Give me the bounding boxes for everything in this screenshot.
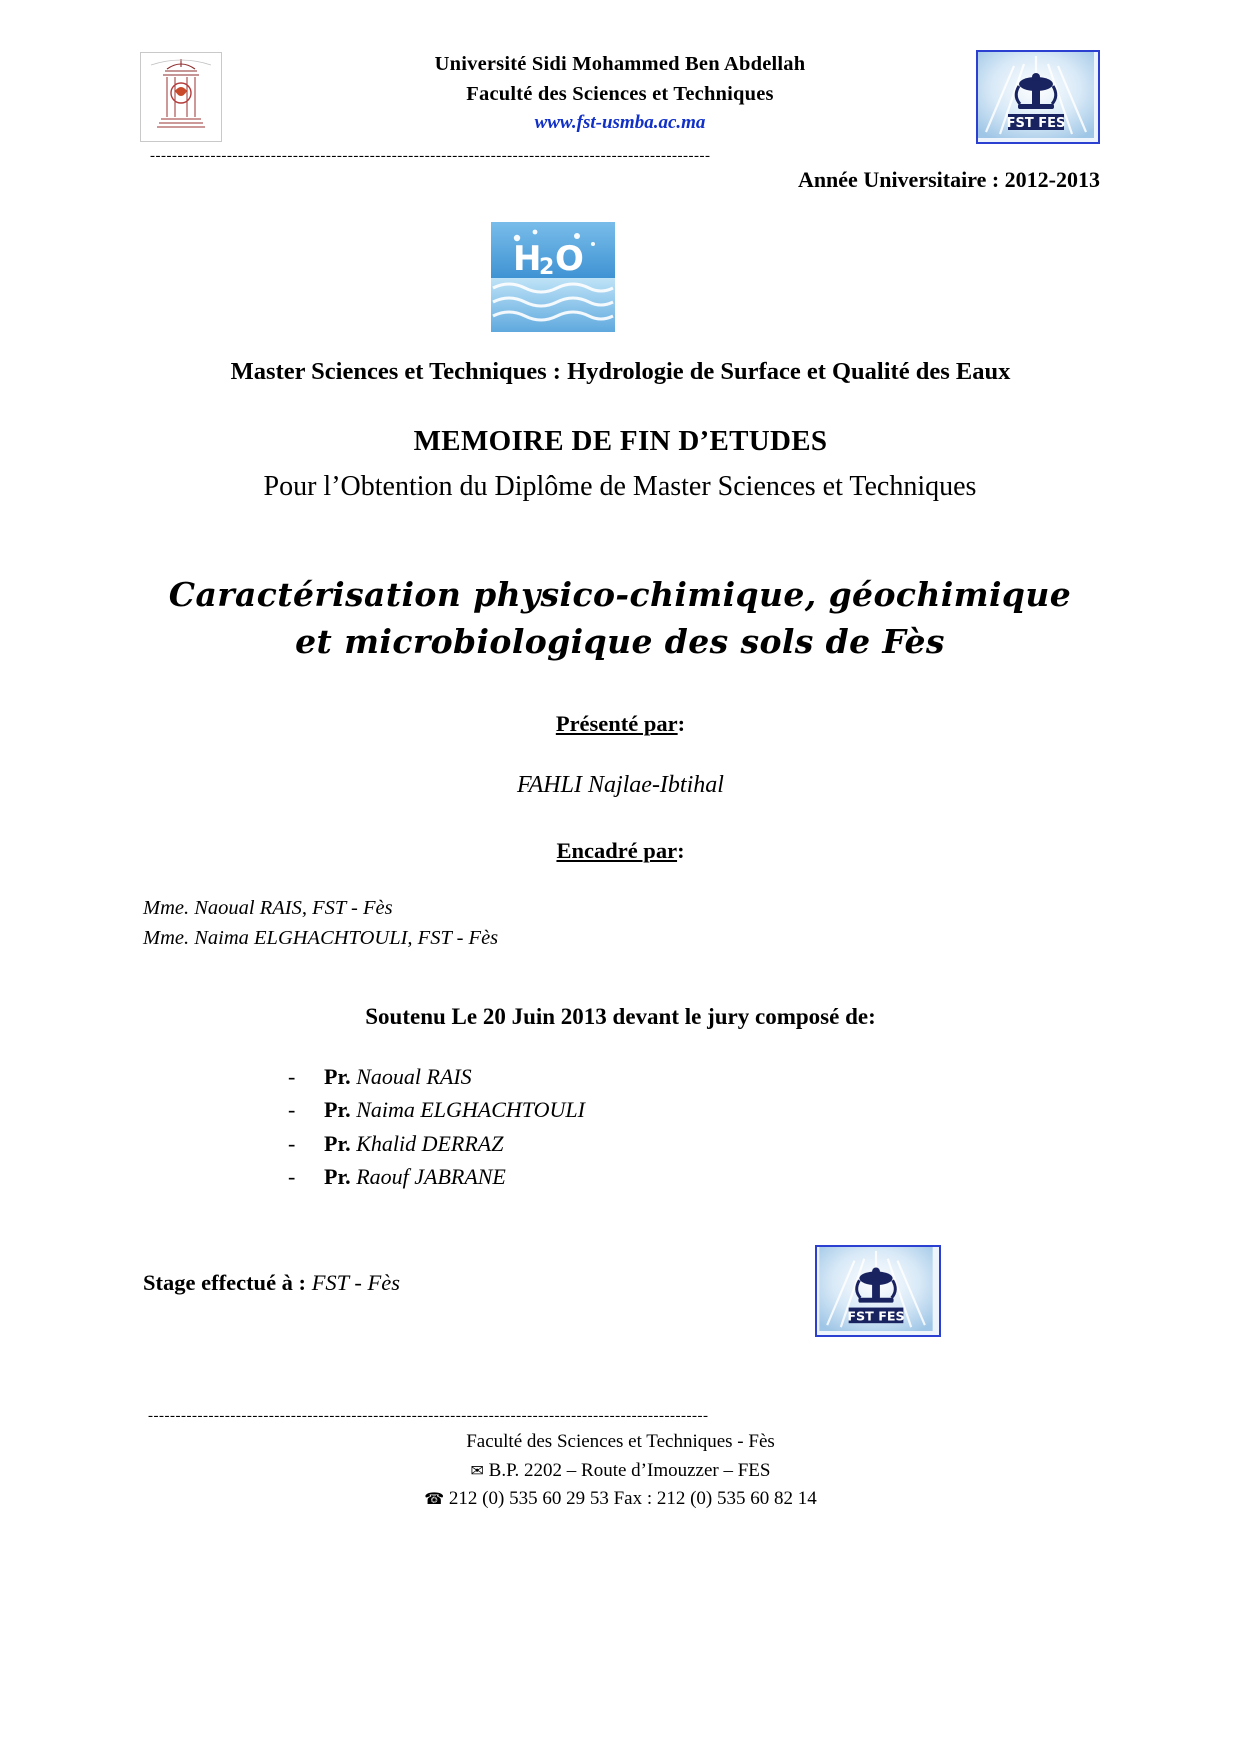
university-name: Université Sidi Mohammed Ben Abdellah (434, 53, 806, 75)
jury-list (288, 1060, 585, 1194)
list-item: Mme. Naoual RAIS, FST - Fès (143, 897, 393, 919)
internship-value: FST - Fès (311, 1270, 401, 1295)
svg-text:FST FES: FST FES (847, 1308, 905, 1324)
jury-dash: - (288, 1164, 296, 1190)
supervised-by-colon: : (677, 838, 685, 863)
list-item (288, 1127, 585, 1160)
svg-text:FST FES: FST FES (1006, 116, 1066, 131)
website-link[interactable]: www.fst-usmba.ac.ma (534, 112, 706, 134)
footer-phone-text: 212 (0) 535 60 29 53 Fax : 212 (0) 535 60 82 14 (448, 1488, 817, 1509)
header-divider: ------------------------------------------------------------------------------------------------------ (150, 148, 711, 164)
supervisors-list (143, 894, 498, 953)
jury-name: Khalid DERRAZ (356, 1130, 504, 1156)
svg-text:O: O (555, 239, 584, 279)
list-item: Mme. Naima ELGHACHTOULI, FST - Fès (143, 926, 499, 949)
document-purpose: Pour l’Obtention du Diplôme de Master Sciences et Techniques (263, 471, 977, 502)
presented-by-label (0, 711, 1241, 737)
thesis-title (110, 572, 1130, 666)
header-titles (140, 50, 1100, 137)
list-item (288, 1160, 585, 1193)
svg-text:H: H (513, 239, 542, 279)
list-item (288, 1060, 585, 1093)
thesis-title-line2: et microbiologique des sols de Fès (295, 621, 945, 661)
list-item (288, 1093, 585, 1126)
jury-dash: - (288, 1097, 296, 1123)
thesis-title-line1: Caractérisation physico-chimique, géochimique (168, 575, 1072, 614)
jury-dash: - (288, 1064, 296, 1089)
jury-title: Pr. (324, 1130, 351, 1156)
academic-year: Année Universitaire : 2012-2013 (797, 167, 1100, 192)
jury-title: Pr. (324, 1097, 351, 1123)
faculty-name: Faculté des Sciences et Techniques (466, 82, 774, 105)
fst-fes-logo-bottom-icon (815, 1245, 941, 1337)
footer-address (0, 1457, 1241, 1486)
h2o-logo-icon (491, 222, 615, 332)
author-name: FAHLI Najlae-Ibtihal (517, 772, 724, 798)
jury-name: Raouf JABRANE (356, 1164, 506, 1190)
jury-title: Pr. (324, 1164, 351, 1190)
phone-icon: ☎ (424, 1489, 445, 1508)
footer-faculty: Faculté des Sciences et Techniques - Fès (466, 1431, 775, 1452)
footer-address-text: B.P. 2202 – Route d’Imouzzer – FES (488, 1459, 771, 1481)
fst-fes-logo-icon (976, 50, 1100, 144)
supervised-by-text: Encadré par (556, 838, 678, 863)
internship-line (143, 1270, 400, 1296)
presented-by-colon: : (677, 711, 686, 736)
footer-divider: ------------------------------------------------------------------------------------------------------ (148, 1408, 709, 1424)
internship-label: Stage effectué à : (143, 1270, 307, 1295)
presented-by-text: Présenté par (555, 711, 678, 736)
jury-title: Pr. (324, 1064, 351, 1089)
jury-name: Naima ELGHACHTOULI (356, 1097, 585, 1123)
page-header (140, 50, 1100, 155)
jury-dash: - (288, 1130, 296, 1156)
jury-name: Naoual RAIS (356, 1064, 472, 1089)
defense-line: Soutenu Le 20 Juin 2013 devant le jury composé de: (365, 1004, 876, 1029)
master-program-line: Master Sciences et Techniques : Hydrologie de Surface et Qualité des Eaux (230, 358, 1011, 385)
svg-text:2: 2 (539, 255, 555, 280)
document-type: MEMOIRE DE FIN D’ETUDES (413, 425, 828, 457)
page-footer (0, 1428, 1241, 1514)
mail-icon: ✉ (470, 1460, 484, 1480)
supervised-by-label (0, 838, 1241, 864)
footer-phone (0, 1485, 1241, 1514)
